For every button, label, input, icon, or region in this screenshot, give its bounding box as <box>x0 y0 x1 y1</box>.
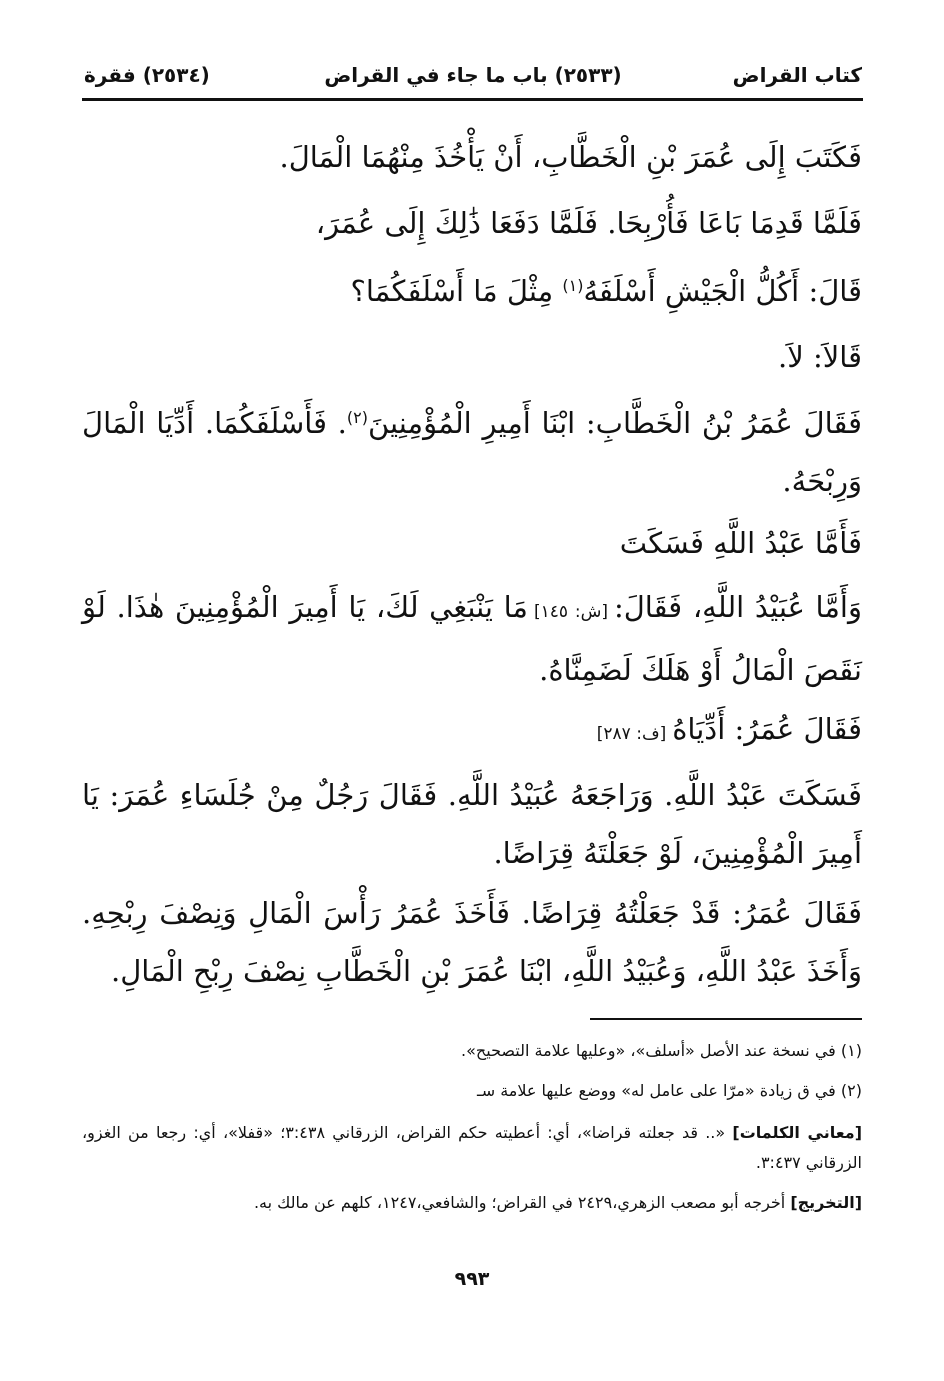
body-paragraph-8 <box>82 700 862 763</box>
body-paragraph-6: فَأَمَّا عَبْدُ اللَّهِ فَسَكَتَ <box>619 526 862 560</box>
body-paragraph-7 <box>82 578 862 699</box>
header-book-title: كتاب القراض <box>732 63 862 87</box>
page-ref-sh: [ش: ١٤٥] <box>533 602 608 622</box>
body-paragraph-4: قَالاَ: لاَ. <box>778 340 862 374</box>
body-text: مِثْلَ مَا أَسْلَفَكُمَا؟ <box>350 274 563 308</box>
body-paragraph-5 <box>82 394 862 510</box>
body-text: مَا يَنْبَغِي لَكَ، يَا أَمِيرَ الْمُؤْمِنِينَ هٰذَا. لَوْ نَقَصَ الْمَالُ أَوْ هَلَكَ لَضَمِنَّاهُ. <box>82 590 862 687</box>
body-text: وَأَمَّا عُبَيْدُ اللَّهِ، فَقَالَ: <box>613 590 862 624</box>
takhrij-text: أخرجه أبو مصعب الزهري،٢٤٢٩ في القراض؛ والشافعي،١٢٤٧، كلهم عن مالك به. <box>253 1193 791 1212</box>
body-text: فَقَالَ عُمَرُ بْنُ الْخَطَّابِ: ابْنَا أَمِيرِ الْمُؤْمِنِينَ <box>367 406 862 440</box>
body-paragraph-2: فَلَمَّا قَدِمَا بَاعَا فَأُرْبِحَا. فَلَمَّا دَفَعَا ذَٰلِكَ إِلَى عُمَرَ، <box>315 206 862 240</box>
footnote-2: (٢) في ق زيادة «مرّا على عامل له» ووضع عليها علامة سـ <box>477 1081 862 1100</box>
page-number: ٩٩٣ <box>454 1268 490 1290</box>
footnote-divider <box>590 1018 862 1020</box>
meanings-text: «.. قد جعلته قراضا»، أي: أعطيته حكم القراض، الزرقاني ٣:٤٣٨؛ «قفلا»، أي: رجعا من الغزو، الزرقاني ٣:٤٣٧. <box>82 1123 862 1172</box>
body-text: فَقَالَ عُمَرُ: أَدِّيَاهُ <box>672 712 862 746</box>
header-divider <box>82 98 863 101</box>
running-header <box>84 60 862 94</box>
page-ref-f: [ف: ٢٨٧] <box>596 724 667 744</box>
header-chapter-title: (٢٥٣٣) باب ما جاء في القراض <box>324 63 622 87</box>
footnote-1: (١) في نسخة عند الأصل «أسلف»، «وعليها علامة التصحيح». <box>461 1041 862 1060</box>
body-paragraph-1: فَكَتَبَ إِلَى عُمَرَ بْنِ الْخَطَّابِ، أَنْ يَأْخُذَ مِنْهُمَا الْمَالَ. <box>279 140 862 174</box>
footnote-ref-2: (٢) <box>346 408 368 427</box>
footnote-ref-1: (١) <box>562 276 584 295</box>
body-paragraph-3 <box>82 262 862 320</box>
body-paragraph-10: فَقَالَ عُمَرُ: قَدْ جَعَلْتُهُ قِرَاضًا. فَأَخَذَ عُمَرُ رَأْسَ الْمَالِ وَنِصْفَ رِبْحِهِ. وَأَخَذَ عَبْدُ اللَّهِ، وَعُبَيْدُ اللَّهِ، ابْنَا عُمَرَ بْنِ الْخَطَّابِ نِصْفَ رِبْحِ الْمَالِ. <box>82 896 862 988</box>
header-paragraph-ref: (٢٥٣٤) فقرة <box>84 63 210 87</box>
body-paragraph-9: فَسَكَتَ عَبْدُ اللَّهِ. وَرَاجَعَهُ عُبَيْدُ اللَّهِ. فَقَالَ رَجُلٌ مِنْ جُلَسَاءِ عُمَرَ: يَا أَمِيرَ الْمُؤْمِنِينَ، لَوْ جَعَلْتَهُ قِرَاضًا. <box>82 778 862 870</box>
meanings-label: [معاني الكلمات] <box>732 1123 863 1142</box>
body-text: . فَأَسْلَفَكُمَا. أَدِّيَا الْمَالَ وَرِبْحَهُ. <box>82 406 862 498</box>
footnote-takhrij <box>82 1188 862 1218</box>
footnote-meanings <box>82 1118 862 1178</box>
body-text: قَالَ: أَكُلُّ الْجَيْشِ أَسْلَفَهُ <box>583 274 862 308</box>
takhrij-label: [التخريج] <box>790 1193 862 1212</box>
